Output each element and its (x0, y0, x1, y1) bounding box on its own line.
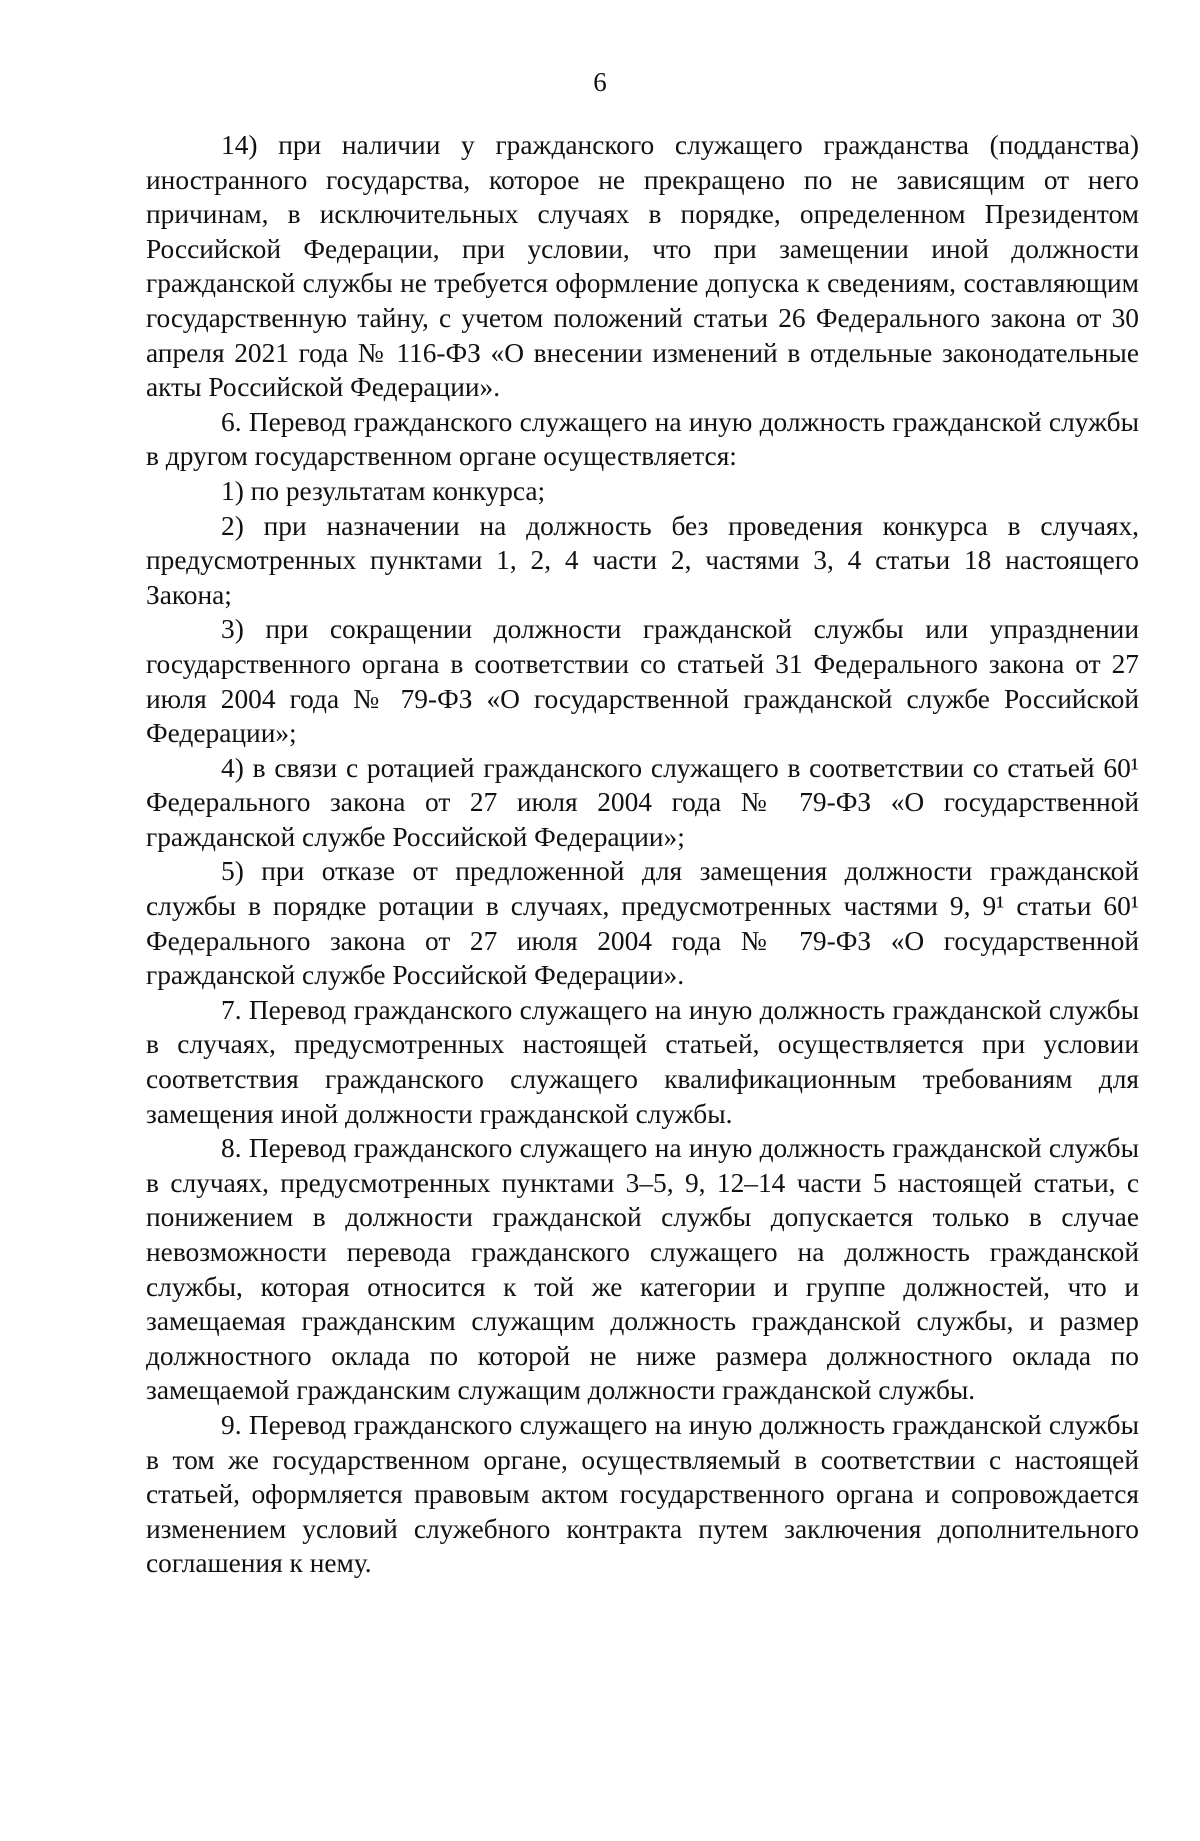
paragraph-part-7: 7. Перевод гражданского служащего на иную должность гражданской службы в случаях, предусмотренных настоящей статьей, осуществляется при условии соответствия гражданского служащего квалификационным требованиям для замещения иной должности гражданской службы. (146, 994, 1139, 1129)
paragraph-part-6: 6. Перевод гражданского служащего на иную должность гражданской службы в другом государственном органе осуществляется: (146, 406, 1139, 472)
document-body (146, 128, 1139, 1581)
paragraph-part-6-item-5: 5) при отказе от предложенной для замещения должности гражданской службы в порядке ротации в случаях, предусмотренных частями 9, 9¹ статьи 60¹ Федерального закона от 27 июля 2004 года № 79-ФЗ «О государственной гражданской службе Российской Федерации». (146, 856, 1139, 991)
paragraph-part-8: 8. Перевод гражданского служащего на иную должность гражданской службы в случаях, предусмотренных пунктами 3–5, 9, 12–14 части 5 настоящей статьи, с понижением в должности гражданской службы допускается только в случае невозможности перевода гражданского служащего на должность гражданской службы, которая относится к той же категории и группе должностей, что и замещаемая гражданским служащим должность гражданской службы, и размер должностного оклада по которой не ниже размера должностного оклада по замещаемой гражданским служащим должности гражданской службы. (146, 1133, 1139, 1406)
paragraph-part-6-item-3: 3) при сокращении должности гражданской службы или упразднении государственного органа в соответствии со статьей 31 Федерального закона от 27 июля 2004 года № 79-ФЗ «О государственной гражданской службе Российской Федерации»; (146, 614, 1139, 749)
paragraph-part-6-item-1: 1) по результатам конкурса; (221, 475, 546, 506)
paragraph-part-6-item-2: 2) при назначении на должность без проведения конкурса в случаях, предусмотренных пунктами 1, 2, 4 части 2, частями 3, 4 статьи 18 настоящего Закона; (146, 510, 1139, 610)
paragraph-item-14: 14) при наличии у гражданского служащего гражданства (подданства) иностранного государства, которое не прекращено по не зависящим от него причинам, в исключительных случаях в порядке, определенном Президентом Российской Федерации, при условии, что при замещении иной должности гражданской службы не требуется оформление допуска к сведениям, составляющим государственную тайну, с учетом положений статьи 26 Федерального закона от 30 апреля 2021 года № 116-ФЗ «О внесении изменений в отдельные законодательные акты Российской Федерации». (146, 130, 1139, 403)
page-number: 6 (593, 67, 607, 97)
paragraph-part-6-item-4: 4) в связи с ротацией гражданского служащего в соответствии со статьей 60¹ Федерального закона от 27 июля 2004 года № 79-ФЗ «О государственной гражданской службе Российской Федерации»; (146, 752, 1139, 852)
paragraph-part-9: 9. Перевод гражданского служащего на иную должность гражданской службы в том же государственном органе, осуществляемый в соответствии с настоящей статьей, оформляется правовым актом государственного органа и сопровождается изменением условий служебного контракта путем заключения дополнительного соглашения к нему. (146, 1409, 1139, 1579)
